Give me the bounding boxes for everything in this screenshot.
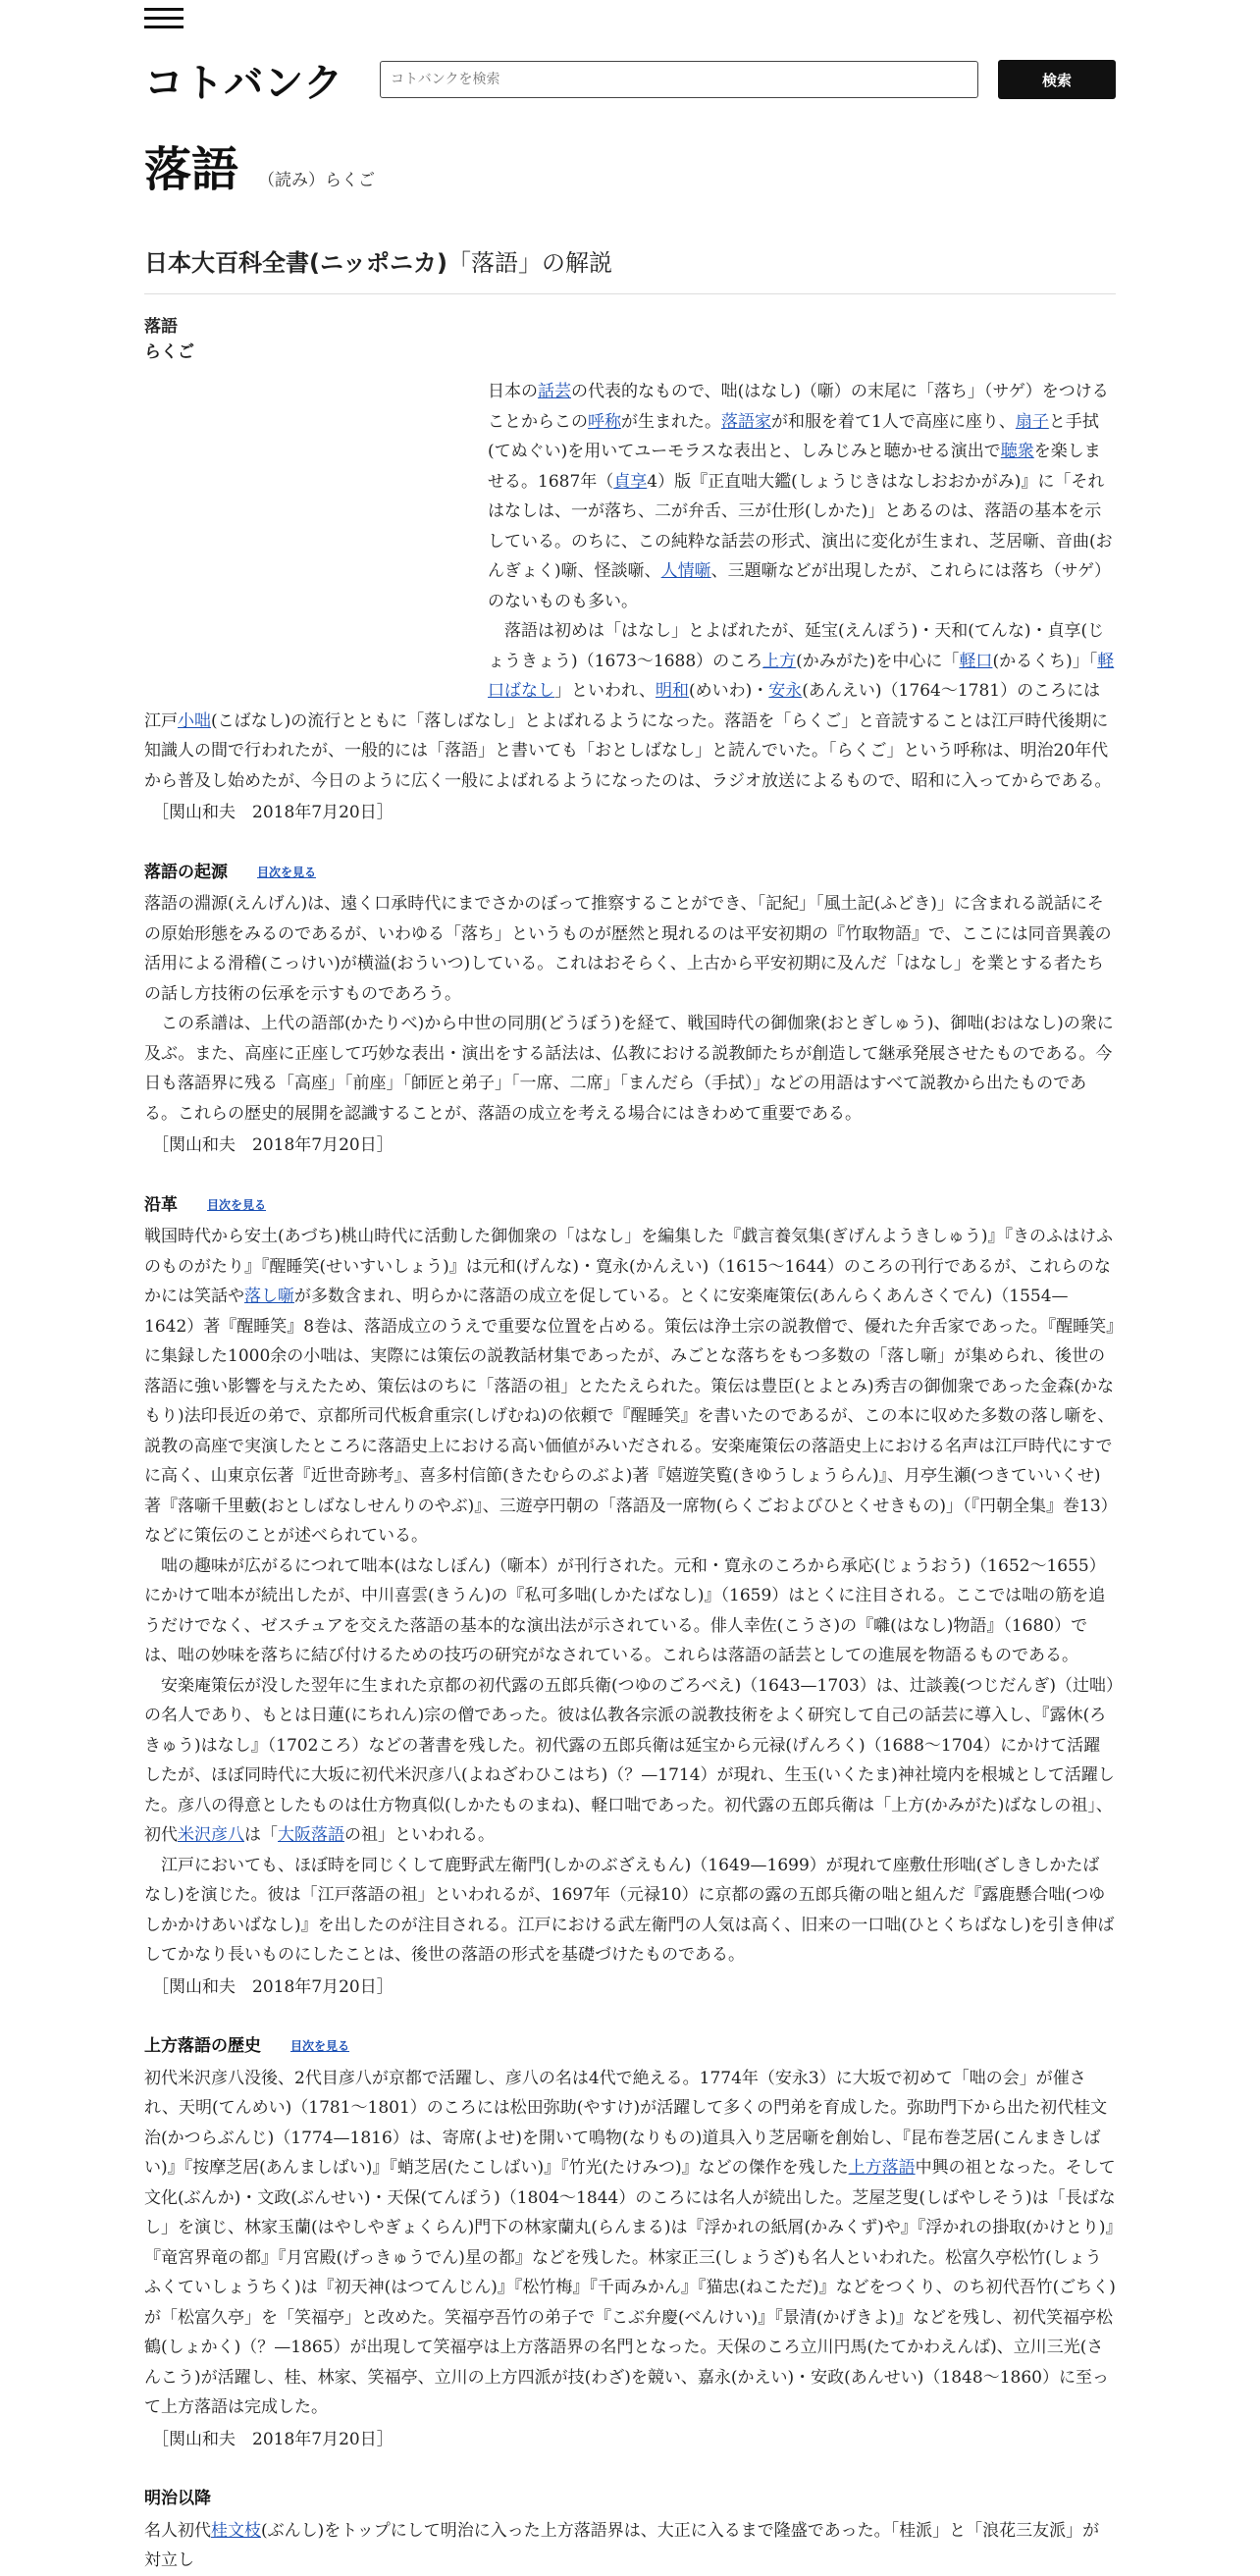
section-heading [144,2031,1116,2062]
text-run: が生まれた。 [621,411,721,432]
text-run: この系譜は、上代の語部(かたりべ)から中世の同朋(どうぼう)を経て、戦国時代の御伽衆(おとぎしゅう)、御咄(おはなし)の衆に及ぶ。また、高座に正座して巧妙な表出・演出をする話法は、仏教における説教師たちが創造して継承発展させたものである。今日も落語界に残る「高座」「前座」「師匠と弟子」「一席、二席」「まんだら（手拭）」などの用語はすべて説教から出たものである。これらの歴史的展開を認識することが、落語の成立を考える場合にはきわめて重要である。 [144,1014,1114,1124]
text-run: 初代米沢彦八没後、2代目彦八が京都で活躍し、彦八の名は4代で絶える。1774年（安永3）に大坂で初めて「咄の会」が催され、天明(てんめい)（1781～1801）のころには松田弥助(やすけ)が活躍して多くの門弟を育成した。弥助門下から出た初代桂文治(かつらぶんじ)（1774—1816）は、寄席(よせ)を開いて鳴物(なりもの)道具入り芝居噺を創始し、『昆布巻芝居(こんまきしばい)』『按摩芝居(あんましばい)』『蛸芝居(たこしばい)』『竹光(たけみつ)』などの傑作を残した [144,2068,1108,2178]
term-link[interactable]: 上方落語 [848,2158,916,2178]
text-run: 中興の祖となった。そして文化(ぶんか)・文政(ぶんせい)・天保(てんぽう)（1804～1844）のころには名人が続出した。芝屋芝叟(しばやしそう)は「長ばなし」を演じ、林家玉蘭(はやしやぎょくらん)門下の林家蘭丸(らんまる)は『浮かれの紙屑(かみくず)や』『浮かれの掛取(かけとり)』『竜宮界竜の都』『月宮殿(げっきゅうでん)星の都』などを残した。林家正三(しょうざ)も名人といわれた。松富久亭松竹(しょうふくていしょうちく)は『初天神(はつてんじん)』『松竹梅』『千両みかん』『猫忠(ねこただ)』などをつくり、のち初代吾竹(ごちく)が「松富久亭」を「笑福亭」と改めた。笑福亭吾竹の弟子で『こぶ弁慶(べんけい)』『景清(かげきよ)』などを残し、初代笑福亭松鶴(しょかく)（？—1865）が出現して笑福亭は上方落語界の名門となった。天保のころ立川円馬(たてかわえんば)、立川三光(さんこう)が活躍し、桂、林家、笑福亭、立川の上方四派が技(わざ)を競い、嘉永(かえい)・安政(あんせい)（1848～1860）に至って上方落語は完成した。 [144,2158,1116,2417]
section-heading [144,1190,1116,1221]
page [144,0,1116,2576]
top-bar [144,0,1116,69]
term-link[interactable]: 聴衆 [1000,442,1034,461]
term-link[interactable]: 人情噺 [660,561,711,581]
sections [144,858,1116,2576]
section [144,1190,1116,2003]
section-paragraph [144,1671,1116,1851]
section [144,2484,1116,2576]
signature: ［関山和夫 2018年7月20日］ [152,1135,394,1155]
page-title: 落語 [144,142,239,197]
term-link[interactable]: 明和 [656,681,690,701]
text-run: 咄の趣味が広がるにつれて咄本(はなしぼん)（噺本）が刊行された。元和・寛永のころから承応(じょうおう)（1652～1655）にかけて咄本が続出したが、中川喜雲(きうん)の『私可多咄(しかたばなし)』（1659）はとくに注目される。ここでは咄の筋を追うだけでなく、ゼスチュアを交えた落語の基本的な演出法が示されている。俳人幸佐(こうさ)の『囃(はなし)物語』（1680）では、咄の妙味を落ちに結び付けるための技巧の研究がなされている。これらは落語の話芸としての進展を物語るものである。 [144,1555,1106,1665]
text-run: と手拭(てぬぐい)を用いてユーモラスな表出と、しみじみと聴かせる演出で [488,411,1099,461]
term-link[interactable]: 桂文枝 [211,2520,261,2541]
section [144,2031,1116,2454]
ad-space [144,377,488,701]
search-button[interactable]: 検索 [998,60,1116,99]
text-run: (あんえい)（1764～1781）のころには江戸 [144,681,1101,731]
term-link[interactable]: 呼称 [588,411,621,432]
term-link[interactable]: 話芸 [538,382,571,401]
article-body [144,377,1116,2576]
section-paragraph [144,1551,1116,1671]
term-link[interactable]: 貞享 [613,471,648,492]
term-link[interactable]: 米沢彦八 [178,1825,244,1845]
section-paragraph [144,889,1116,1009]
section [144,858,1116,1161]
entry-kana: らくご [144,342,194,362]
text-run: の代表的なもので、咄(はなし)（噺）の末尾に「落ち」（サゲ）をつけることからこの [488,382,1109,432]
signature: ［関山和夫 2018年7月20日］ [152,2429,394,2449]
text-run: 4）版『正直咄大鑑(しょうじきはなしおおかがみ)』に「それはなしは、一が落ち、二が弁舌、三が仕形(しかた)」とあるのは、落語の基本を示している。のちに、この純粋な話芸の形式、演出に変化が生まれ、芝居噺、音曲(おんぎょく)噺、怪談噺、 [488,471,1113,581]
text-run: (めいわ)・ [689,681,769,701]
section-paragraph [144,1222,1116,1551]
text-run: の祖」といわれる。 [344,1825,495,1845]
term-link[interactable]: 上方 [762,651,797,671]
term-link[interactable]: 落語家 [721,411,771,432]
search-input[interactable]: コトバンクを検索 [380,61,978,98]
text-run: が多数含まれ、明らかに落語の成立を促している。とくに安楽庵策伝(あんらくあんさくでん)（1554—1642）著『醒睡笑』8巻は、落語成立のうえで重要な位置を占める。策伝は浄土宗の説教僧で、優れた弁舌家であった。『醒睡笑』に集録した1000余の小咄は、実際には策伝の説教話材集であったが、みごとな落ちをもつ多数の「落し噺」が集められ、後世の落語に強い影響を与えたため、策伝はのちに「落語の祖」とたたえられた。策伝は豊臣(とよとみ)秀吉の御伽衆であった金森(かなもり)法印長近の弟で、京都所司代板倉重宗(しげむね)の依頼で『醒睡笑』を書いたのであるが、この本に収めた多数の落し噺を、説教の高座で実演したところに落語史上における高い価値がみいだされる。安楽庵策伝の落語史上における名声は江戸時代にすでに高く、山東京伝著『近世奇跡考』、喜多村信節(きたむらのぶよ)著『嬉遊笑覧(きゆうしょうらん)』、月亭生瀬(つきていいくせ)著『落噺千里藪(おとしばなしせんりのやぶ)』、三遊亭円朝の「落語及一席物(らくごおよびひとくせきもの)」（『円朝全集』巻13）などに策伝のことが述べられている。 [144,1287,1115,1546]
text-run: 、三題噺などが出現したが、これらには落ち（サゲ）のないものも多い。 [488,561,1111,611]
term-link[interactable]: 軽口ばなし [488,651,1115,701]
section-paragraph [144,2516,1116,2576]
term-link[interactable]: 小咄 [178,710,211,731]
section-paragraph [144,1009,1116,1129]
section-title: 明治以降 [144,2489,211,2508]
section-heading [144,2484,1116,2514]
term-link[interactable]: 落し噺 [244,1287,294,1306]
text-run: を楽しませる。1687年（ [488,442,1101,492]
term-reading: （読み）らくご [258,171,376,190]
term-header [144,131,1116,199]
text-run: 落語は初めは「はなし」とよばれたが、延宝(えんぽう)・天和(てんな)・貞享(じょうきょう)（1673～1688）のころ [488,621,1105,671]
text-run: 江戸においても、ほぼ時を同じくして鹿野武左衛門(しかのぶざえもん)（1649—1699）が現れて座敷仕形咄(ざしきしかたばなし)を演じた。彼は「江戸落語の祖」といわれるが、1697年（元禄10）に京都の露の五郎兵衛の咄と組んだ『露鹿懸合咄(つゆしかかけあいばなし)』を出したのが注目される。江戸における武左衛門の人気は高く、旧来の一口咄(ひとくちばなし)を引き伸ばしてかなり長いものにしたことは、後世の落語の形式を基礎づけたものである。 [144,1855,1115,1965]
section-title: 上方落語の歴史 [144,2036,261,2056]
source-name: 日本大百科全書(ニッポニカ) [144,249,447,277]
source-heading [144,243,1116,294]
section-title: 沿革 [144,1194,178,1215]
toc-link[interactable]: 目次を見る [290,2039,350,2053]
text-run: 名人初代 [144,2520,211,2541]
section-paragraph [144,1851,1116,1971]
source-suffix: 「落語」の解説 [446,249,612,277]
section-heading [144,858,1116,888]
entry-heading [144,314,1116,365]
text-run: は「 [244,1825,278,1845]
toc-link[interactable]: 目次を見る [257,865,317,879]
text-run: 日本の [488,382,538,401]
term-link[interactable]: 安永 [768,681,803,701]
text-run: 」といわれ、 [554,681,656,701]
site-logo[interactable]: コトバンク [144,60,344,106]
text-run: (こばなし)の流行とともに「落しばなし」とよばれるようになった。落語を「らくご」と音読することは江戸時代後期に知識人の間で行われたが、一般的には「落語」と書いても「おとしばなし」と読んでいた。「らくご」という呼称は、明治20年代から普及し始めたが、今日のように広く一般によばれるようになったのは、ラジオ放送によるもので、昭和に入ってからである。 [144,710,1112,791]
term-link[interactable]: 扇子 [1015,411,1049,432]
signature: ［関山和夫 2018年7月20日］ [152,1976,394,1997]
text-run: が和服を着て1人で高座に座り、 [771,411,1016,432]
term-link[interactable]: 大阪落語 [278,1825,344,1845]
text-run: (かるくち)」「 [992,651,1098,671]
menu-icon[interactable] [144,8,184,33]
term-link[interactable]: 軽口 [959,651,993,671]
text-run: (かみがた)を中心に「 [796,651,960,671]
text-run: 戦国時代から安土(あづち)桃山時代に活動した御伽衆の「はなし」を編集した『戯言養気集(ぎげんようきしゅう)』『きのふはけふのものがたり』『醒睡笑(せいすいしょう)』は元和(げんな)・寛永(かんえい)（1615～1644）のころの刊行であるが、これらのなかには笑話や [144,1227,1114,1306]
text-run: (ぶんし)をトップにして明治に入った上方落語界は、大正に入るまで隆盛であった。「桂派」と「浪花三友派」が対立し [144,2520,1100,2570]
toc-link[interactable]: 目次を見る [207,1197,267,1212]
signature: ［関山和夫 2018年7月20日］ [152,803,394,822]
section-title: 落語の起源 [144,862,228,882]
entry-word: 落語 [144,317,178,337]
section-paragraph [144,2064,1116,2423]
text-run: 落語の淵源(えんげん)は、遠く口承時代にまでさかのぼって推察することができ、「記紀」「風土記(ふどき)」に含まれる説話にその原始形態をみるのであるが、いわゆる「落ち」というものが歴然と現れるのは平安初期の『竹取物語』で、ここには同音異義の活用による滑稽(こっけい)が横溢(おういつ)している。これはおそらく、上古から平安初期に及んだ「はなし」を業とする者たちの話し方技術の伝承を示すものであろう。 [144,894,1112,1004]
text-run: 安楽庵策伝が没した翌年に生まれた京都の初代露の五郎兵衛(つゆのごろべえ)（1643—1703）は、辻談義(つじだんぎ)（辻咄）の名人であり、もとは日蓮(にちれん)宗の僧であった。彼は仏教各宗派の説教技術をよく研究して自己の話芸に導入し、『露休(ろきゅう)はなし』（1702ころ）などの著書を残した。初代露の五郎兵衛は延宝から元禄(げんろく)（1688～1704）にかけて活躍したが、ほぼ同時代に大坂に初代米沢彦八(よねざわひこはち)（？—1714）が現れ、生玉(いくたま)神社境内を根城として活躍した。彦八の得意としたものは仕方物真似(しかたものまね)、軽口咄であった。初代露の五郎兵衛は「上方(かみがた)ばなしの祖」、初代 [144,1675,1115,1845]
